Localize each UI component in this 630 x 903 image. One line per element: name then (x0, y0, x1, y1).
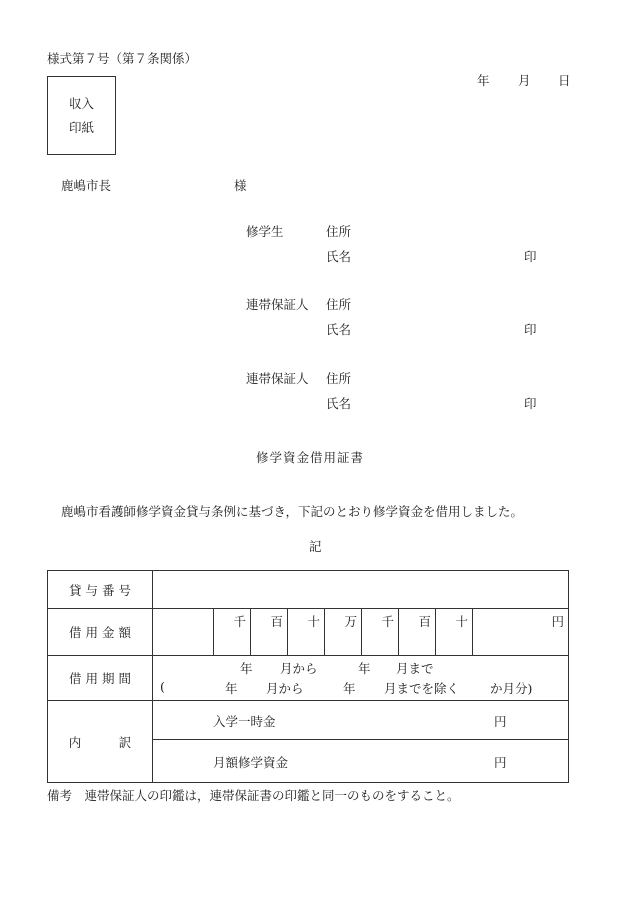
party-name-label: 氏名 (326, 322, 352, 337)
breakdown-entrance-label: 入学一時金 (213, 714, 276, 729)
period-excl-year1: 年 (225, 681, 238, 696)
party-role-guarantor-1: 連帯保証人 (246, 297, 309, 312)
period-until: 月まで (396, 661, 434, 676)
period-excl-open: ( (160, 679, 165, 694)
loan-number-value (153, 571, 569, 609)
period-excl-year2: 年 (343, 681, 356, 696)
amount-unit-sen-man: 千 (214, 609, 251, 656)
body-text: 鹿嶋市看護師修学資金貸与条例に基づき，下記のとおり修学資金を借用しました。 (61, 504, 524, 519)
party-seal-mark: 印 (524, 396, 537, 411)
revenue-stamp-line2: 印紙 (68, 119, 94, 135)
breakdown-entrance-unit: 円 (494, 714, 507, 729)
breakdown-monthly-cell (153, 740, 569, 783)
breakdown-row-1 (48, 701, 569, 740)
amount-unit-yen: 円 (473, 609, 569, 656)
date-month-label: 月 (518, 73, 531, 88)
form-number: 様式第７号（第７条関係） (47, 51, 198, 66)
date-year-label: 年 (477, 73, 490, 88)
period-from: 月から (280, 661, 318, 676)
amount-unit-juu-man: 十 (288, 609, 325, 656)
party-name-label: 氏名 (326, 396, 352, 411)
period-excl-months: か月分) (490, 681, 533, 696)
period-value (153, 656, 569, 701)
ki-heading: 記 (309, 539, 322, 554)
amount-unit-man: 万 (325, 609, 362, 656)
period-year2: 年 (358, 661, 371, 676)
party-address-label: 住所 (326, 371, 352, 386)
period-label: 借 用 期 間 (48, 656, 153, 701)
loan-number-label: 貸 与 番 号 (48, 571, 153, 609)
party-role-student: 修学生 (246, 224, 284, 239)
breakdown-monthly-unit: 円 (494, 755, 507, 770)
breakdown-monthly-label: 月額修学資金 (213, 755, 289, 770)
amount-row (48, 609, 569, 656)
party-address-label: 住所 (326, 297, 352, 312)
loan-number-row (48, 571, 569, 609)
amount-unit-sen: 千 (362, 609, 399, 656)
revenue-stamp-line1: 収入 (68, 95, 94, 111)
breakdown-label: 内 訳 (48, 701, 153, 783)
amount-unit-juu: 十 (436, 609, 473, 656)
amount-label: 借 用 金 額 (48, 609, 153, 656)
party-seal-mark: 印 (524, 322, 537, 337)
revenue-stamp-box (47, 76, 116, 155)
date-day-label: 日 (558, 73, 571, 88)
period-year1: 年 (240, 661, 253, 676)
remarks-text: 備考 連帯保証人の印鑑は，連帯保証書の印鑑と同一のものをすること。 (47, 788, 460, 803)
document-title: 修学資金借用証書 (256, 450, 365, 465)
breakdown-entrance-cell (153, 701, 569, 740)
party-role-guarantor-2: 連帯保証人 (246, 371, 309, 386)
amount-unit-hyaku-man: 百 (251, 609, 288, 656)
party-seal-mark: 印 (524, 249, 537, 264)
addressee-honorific: 様 (234, 178, 247, 193)
amount-blank-cell (153, 609, 214, 656)
period-row (48, 656, 569, 701)
party-address-label: 住所 (326, 224, 352, 239)
addressee-name: 鹿嶋市長 (61, 178, 112, 193)
period-excl-from: 月から (266, 681, 304, 696)
loan-details-table (47, 570, 569, 783)
period-excl-until: 月までを除く (384, 681, 460, 696)
party-name-label: 氏名 (326, 249, 352, 264)
amount-unit-hyaku: 百 (399, 609, 436, 656)
